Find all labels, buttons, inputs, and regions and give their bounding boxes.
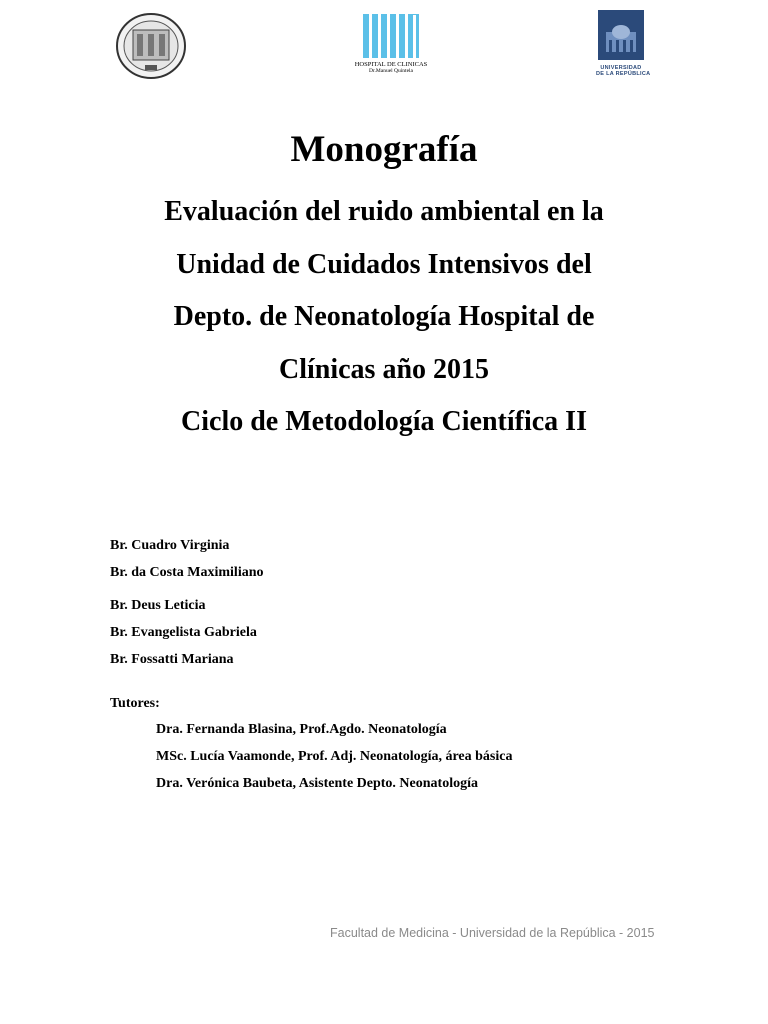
page-footer: Facultad de Medicina - Universidad de la República - 2015 xyxy=(330,926,655,940)
subtitle-line: Depto. de Neonatología Hospital de xyxy=(173,301,595,332)
faculty-seal-logo xyxy=(115,12,187,80)
author-item: Br. Deus Leticia xyxy=(110,598,206,613)
author-item: Br. Fossatti Mariana xyxy=(110,652,234,667)
authors-list xyxy=(110,536,264,677)
tutores-label: Tutores: xyxy=(110,696,160,711)
subtitle-line: Evaluación del ruido ambiental en la xyxy=(164,196,604,227)
tutor-item: MSc. Lucía Vaamonde, Prof. Adj. Neonatología, área básica xyxy=(156,749,513,764)
author-item: Br. Cuadro Virginia xyxy=(110,538,230,553)
subtitle-block xyxy=(60,186,708,449)
subtitle-line: Clínicas año 2015 xyxy=(278,353,490,385)
hospital-subname: Dr.Manuel Quintela xyxy=(369,68,413,74)
udelar-line1: UNIVERSIDAD xyxy=(600,65,642,71)
hospital-name: HOSPITAL DE CLINICAS xyxy=(354,61,428,68)
tutor-item: Dra. Fernanda Blasina, Prof.Agdo. Neonatología xyxy=(156,722,447,737)
page-title: Monografía xyxy=(290,129,478,170)
tutores-list xyxy=(156,720,513,801)
subtitle-line: Unidad de Cuidados Intensivos del xyxy=(176,248,592,280)
udelar-line2: DE LA REPÚBLICA xyxy=(596,71,651,77)
tutor-item: Dra. Verónica Baubeta, Asistente Depto. Neonatología xyxy=(156,776,478,791)
author-item: Br. da Costa Maximiliano xyxy=(110,565,264,580)
author-item: Br. Evangelista Gabriela xyxy=(110,625,257,640)
hospital-clinicas-logo xyxy=(346,8,436,80)
subtitle-line: Ciclo de Metodología Científica II xyxy=(181,406,587,437)
udelar-logo xyxy=(596,10,651,82)
